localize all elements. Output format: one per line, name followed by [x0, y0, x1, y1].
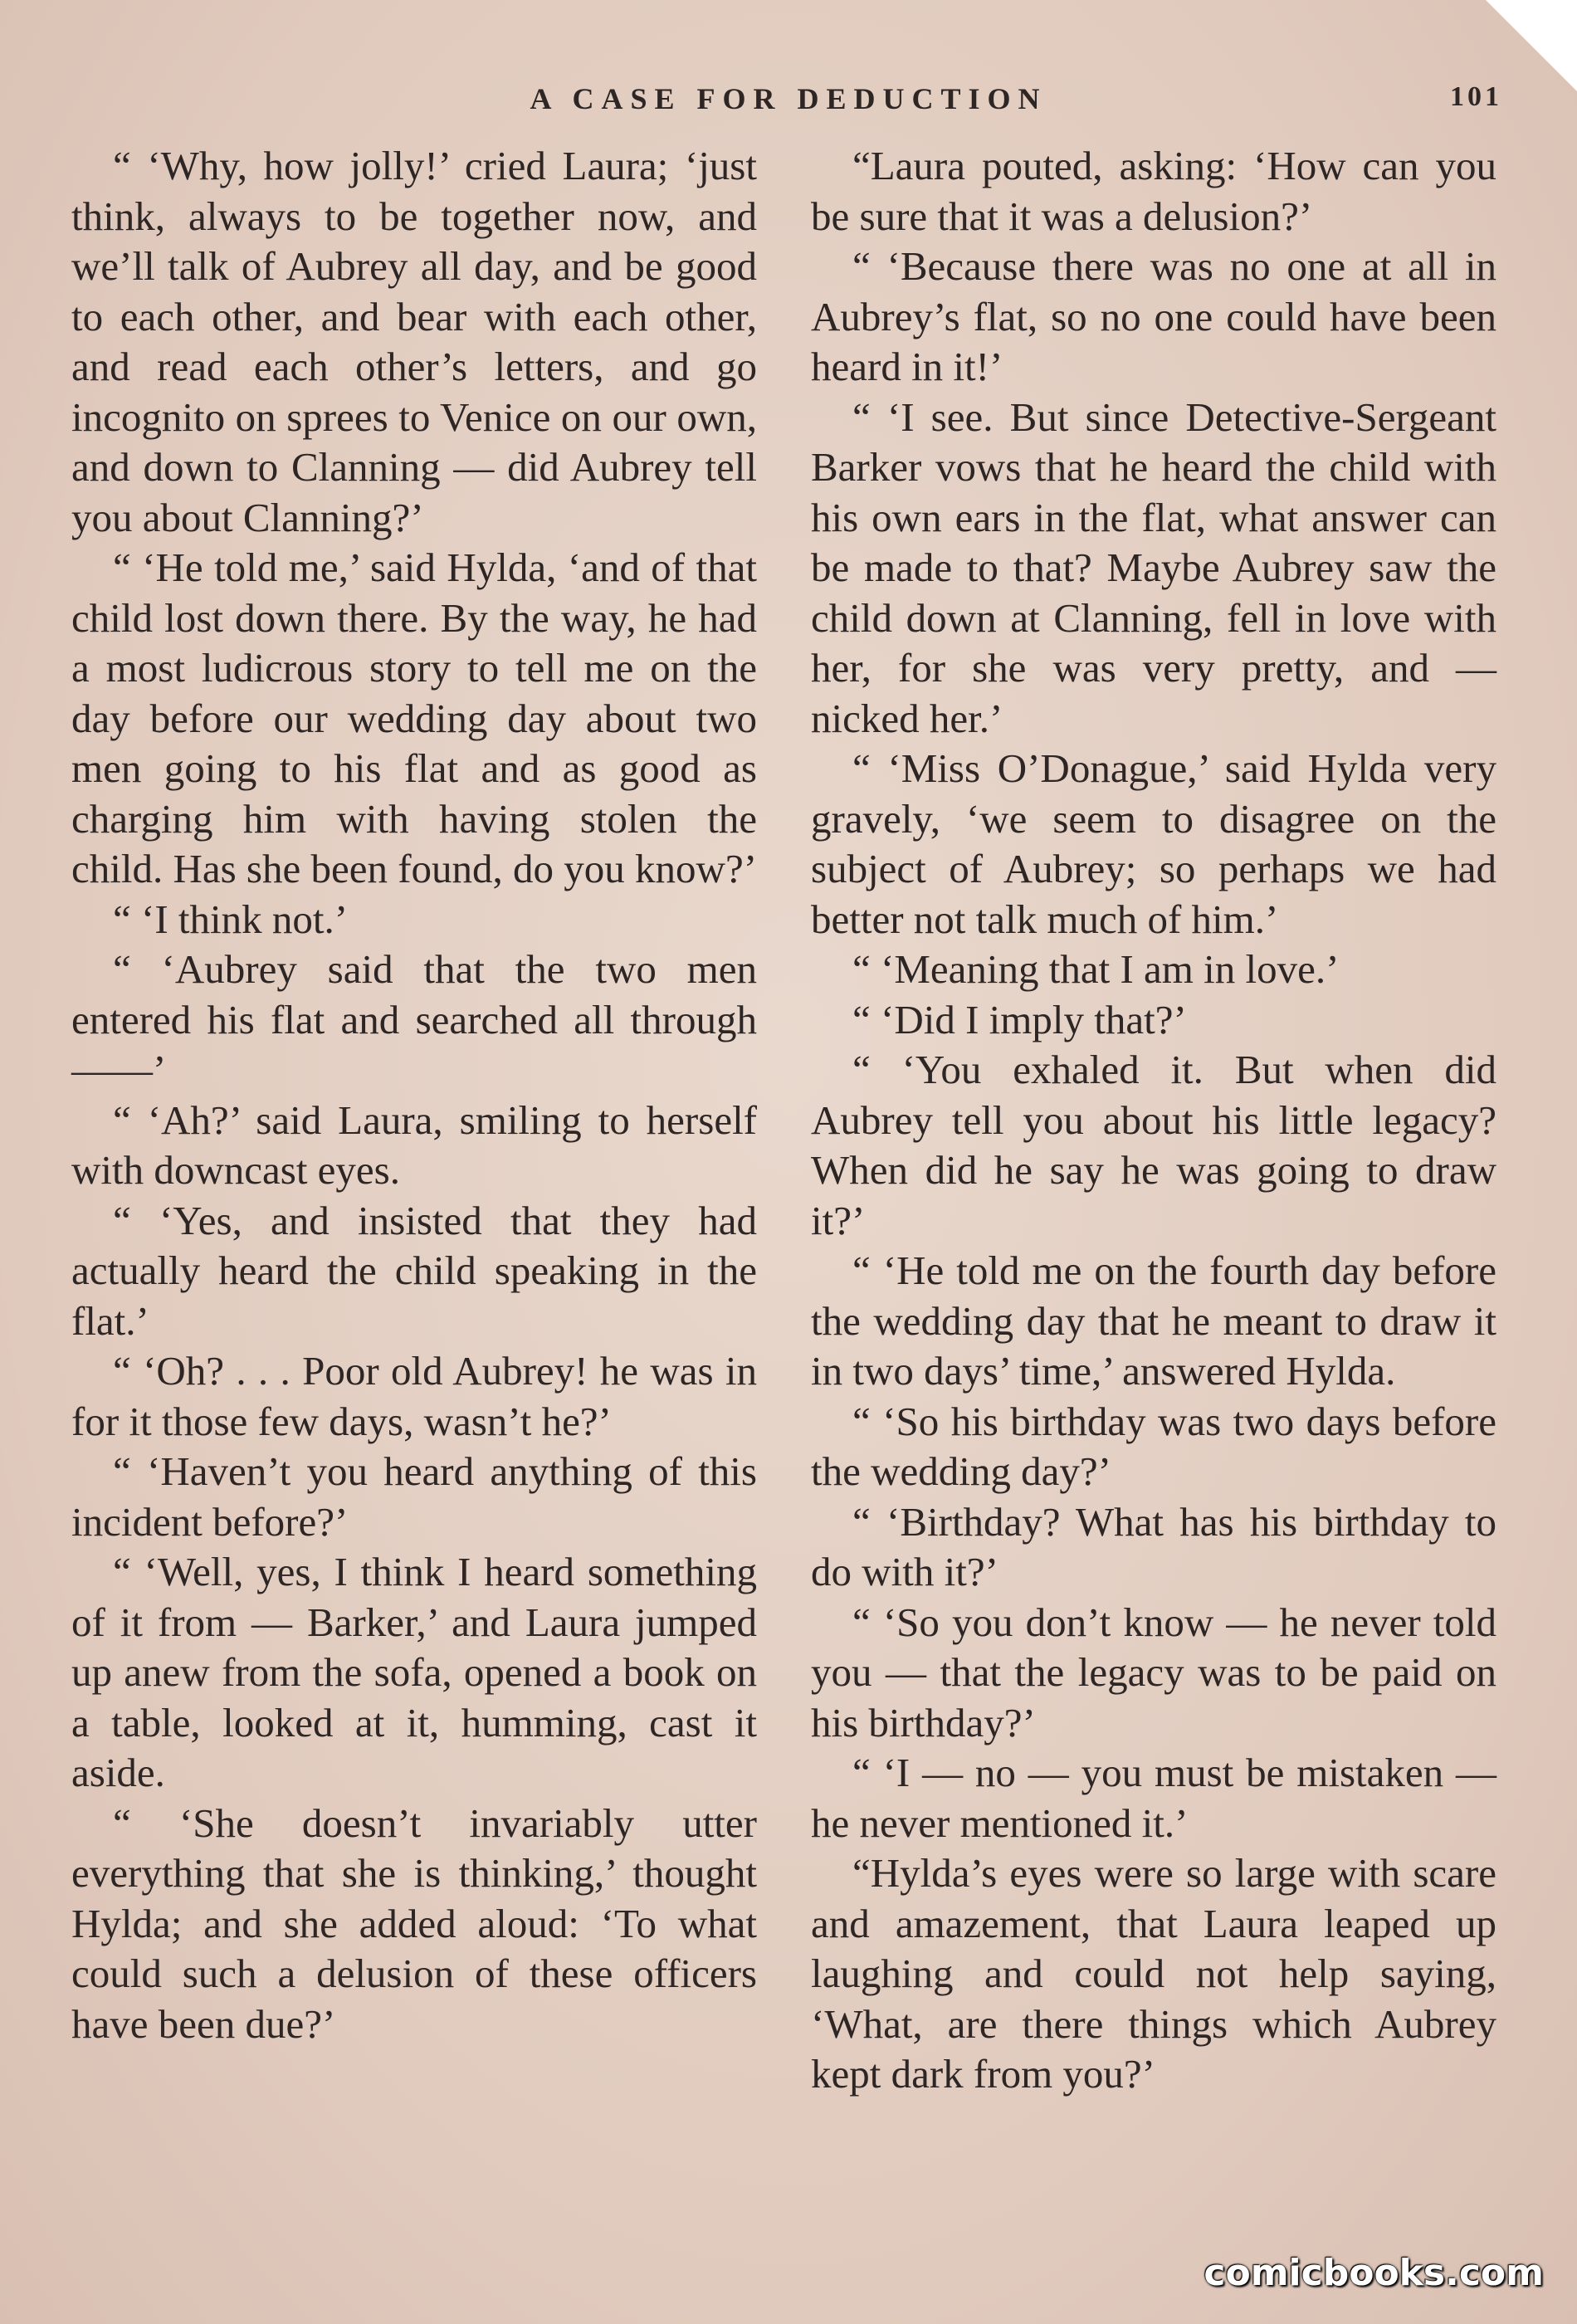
paragraph: “Hylda’s eyes were so large with scare and amazement, that Laura leaped up laughing and could not help saying, ‘What, are there things which Aubrey kept dark from you?’ [811, 1850, 1496, 2097]
paragraph: “ ‘Well, yes, I think I heard something of it from — Barker,’ and Laura jumped up anew from the sofa, opened a book on a table, looked at it, humming, cast it aside. [71, 1549, 757, 1795]
torn-corner [1486, 0, 1577, 91]
paragraph: “Laura pouted, asking: ‘How can you be sure that it was a delusion?’ [811, 143, 1496, 239]
paragraph: “ ‘I — no — you must be mistaken — he never mentioned it.’ [811, 1750, 1496, 1846]
paragraph: “ ‘She doesn’t invariably utter everything that she is thinking,’ thought Hylda; and she added aloud: ‘To what could such a delusion of these officers have been due?’ [71, 1799, 757, 2047]
paragraph: “ ‘Aubrey said that the two men entered his flat and searched all through ——’ [71, 946, 757, 1092]
running-title: A CASE FOR DEDUCTION [530, 82, 1047, 115]
paragraph: “ ‘Haven’t you heard anything of this incident before?’ [71, 1448, 757, 1545]
paragraph: “ ‘Meaning that I am in love.’ [852, 946, 1340, 992]
paragraph: “ ‘Why, how jolly!’ cried Laura; ‘just think, always to be together now, and we’ll talk of Aubrey all day, and be good to each other, and bear with each other, and read each other’s letters, and go incognito on sprees to Venice on our own, and down to Clanning — did Aubrey tell you about Clanning?’ [71, 143, 757, 540]
paragraph: “ ‘You exhaled it. But when did Aubrey tell you about his little legacy? When did he say he was going to draw it?’ [811, 1047, 1496, 1243]
paragraph: “ ‘He told me on the fourth day before the wedding day that he meant to draw it in two days’ time,’ answered Hylda. [811, 1247, 1496, 1394]
paragraph: “ ‘Because there was no one at all in Aubrey’s flat, so no one could have been heard in it!’ [811, 243, 1496, 389]
paragraph: “ ‘Ah?’ said Laura, smiling to herself with downcast eyes. [71, 1096, 757, 1193]
paragraph: “ ‘I see. But since Detective-Sergeant Barker vows that he heard the child with his own ears in the flat, what answer can be made to that? Maybe Aubrey saw the child down at Clanning, fell in love with her, for she was very pretty, and — nicked her.’ [811, 393, 1496, 741]
paragraph: “ ‘I think not.’ [113, 896, 349, 942]
page-number: 101 [1450, 81, 1502, 112]
paragraph: “ ‘Yes, and insisted that they had actually heard the child speaking in the flat.’ [71, 1197, 757, 1344]
paragraph: “ ‘Oh? . . . Poor old Aubrey! he was in for it those few days, wasn’t he?’ [71, 1348, 757, 1444]
paragraph: “ ‘He told me,’ said Hylda, ‘and of that child lost down there. By the way, he had a most ludicrous story to tell me on the day before our wedding day about two men going to his flat and as good as charging him with having stolen the child. Has she been found, do you know?’ [71, 544, 758, 891]
watermark-logo: comicbooks.com [1204, 2252, 1544, 2294]
paragraph: “ ‘Miss O’Donague,’ said Hylda very gravely, ‘we seem to disagree on the subject of Aubrey; so perhaps we had better not talk much of him.’ [811, 745, 1496, 942]
paragraph: “ ‘Did I imply that?’ [852, 996, 1187, 1042]
left-column [71, 141, 757, 2049]
right-column [811, 141, 1496, 2100]
paragraph: “ ‘So you don’t know — he never told you — that the legacy was to be paid on his birthday?’ [811, 1599, 1496, 1745]
paragraph: “ ‘So his birthday was two days before the wedding day?’ [811, 1398, 1496, 1494]
paragraph: “ ‘Birthday? What has his birthday to do with it?’ [811, 1498, 1496, 1594]
